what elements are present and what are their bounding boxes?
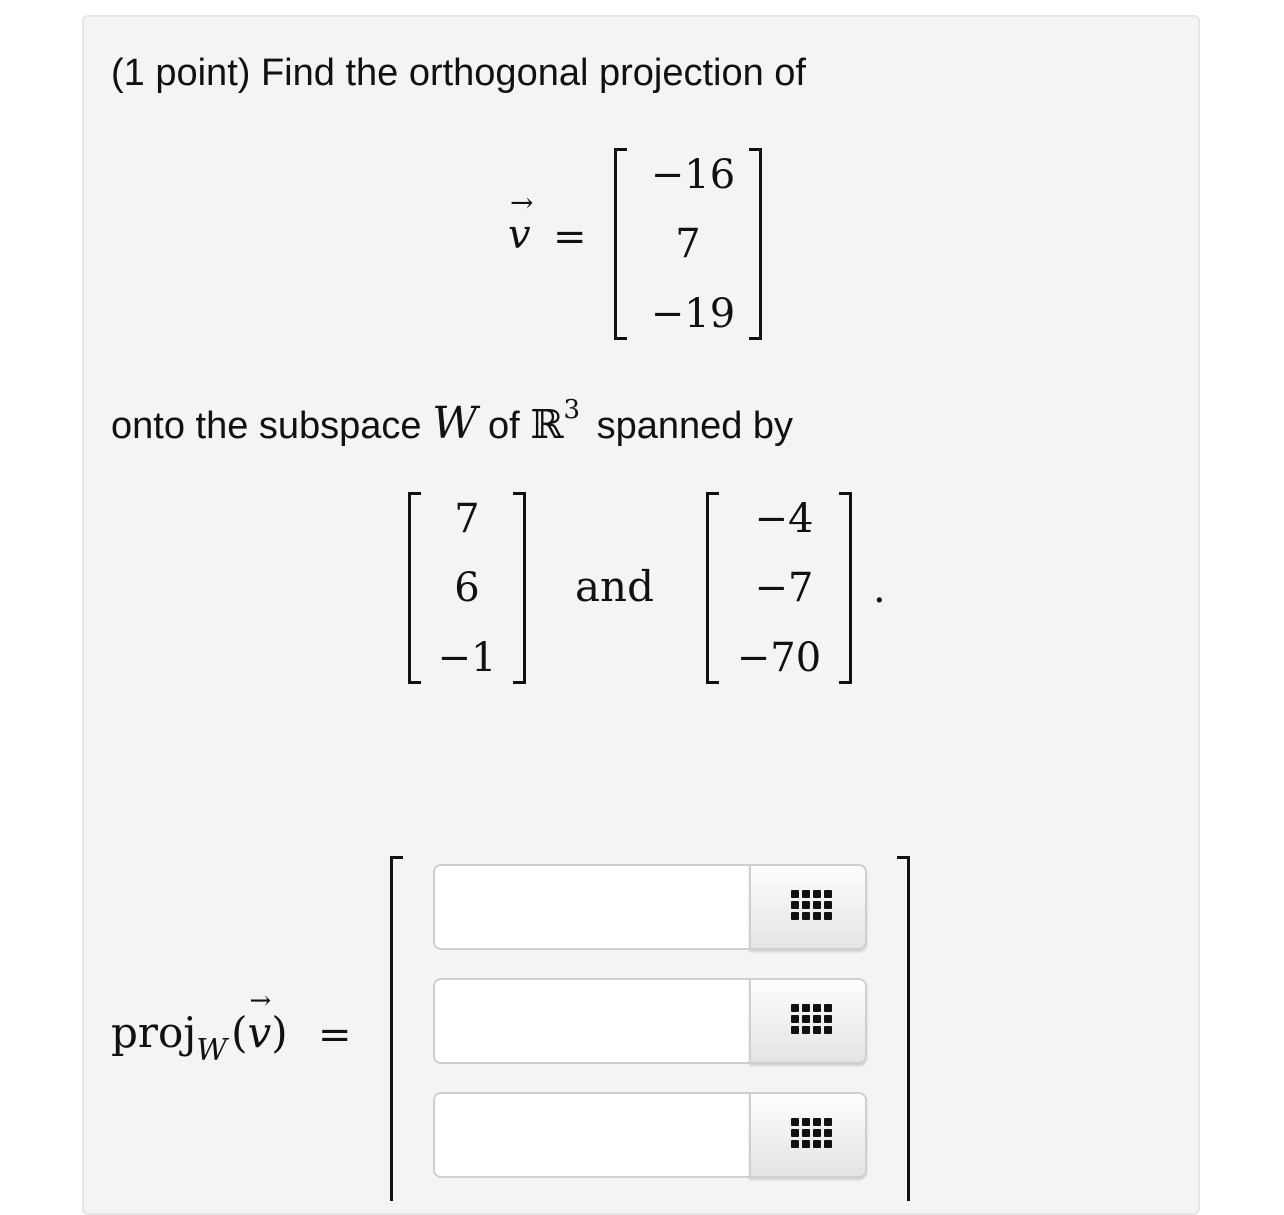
equation-palette-icon <box>791 1118 832 1148</box>
space-exponent: 3 <box>563 395 580 426</box>
projection-equals: = <box>318 1012 352 1058</box>
basis-vector-2 <box>706 492 852 684</box>
answer-input-1[interactable] <box>433 864 751 950</box>
period: . <box>873 566 886 612</box>
spanned-text: spanned by <box>596 405 794 447</box>
of-text: of <box>487 405 520 447</box>
onto-text: onto the subspace <box>111 405 422 447</box>
matrix-cell: −1 <box>437 635 497 681</box>
matrix-cell: −70 <box>736 635 822 681</box>
real-space-symbol: ℝ <box>530 402 564 448</box>
answer-row-2 <box>433 978 867 1066</box>
subspace-sentence <box>111 395 794 449</box>
proj-text: proj <box>111 1008 197 1057</box>
answer-input-3[interactable] <box>433 1092 751 1178</box>
subspace-symbol: W <box>432 398 478 449</box>
matrix-cell: −4 <box>754 496 814 542</box>
vector-arrow-icon: → <box>249 986 272 1016</box>
left-bracket <box>390 856 403 1201</box>
matrix-cell: −19 <box>650 291 736 337</box>
basis-vector-1 <box>408 492 526 684</box>
equation-palette-icon <box>791 1004 832 1034</box>
problem-intro: (1 point) Find the orthogonal projection of <box>111 52 806 94</box>
matrix-cell: −7 <box>754 565 814 611</box>
equation-palette-button-3[interactable] <box>749 1092 867 1178</box>
vector-v-matrix <box>614 148 762 340</box>
matrix-cell: −16 <box>650 152 736 198</box>
and-text: and <box>575 562 654 611</box>
answer-row-1 <box>433 864 867 952</box>
answer-input-2[interactable] <box>433 978 751 1064</box>
equation-palette-button-2[interactable] <box>749 978 867 1064</box>
equation-palette-icon <box>791 890 832 920</box>
close-paren: ) <box>271 1008 288 1057</box>
vector-v-equals: = <box>553 214 587 260</box>
proj-vector: → v <box>247 986 272 1057</box>
matrix-cell: 6 <box>454 565 480 611</box>
matrix-cell: 7 <box>454 496 480 542</box>
equation-palette-button-1[interactable] <box>749 864 867 950</box>
right-bracket <box>897 856 910 1201</box>
vector-v-label: → v <box>508 186 534 258</box>
answer-row-3 <box>433 1092 867 1180</box>
open-paren: ( <box>231 1008 248 1057</box>
matrix-cell: 7 <box>675 221 701 267</box>
vector-arrow-icon: → <box>510 186 534 219</box>
projection-label <box>111 986 288 1069</box>
proj-subscript: W <box>196 1033 228 1069</box>
